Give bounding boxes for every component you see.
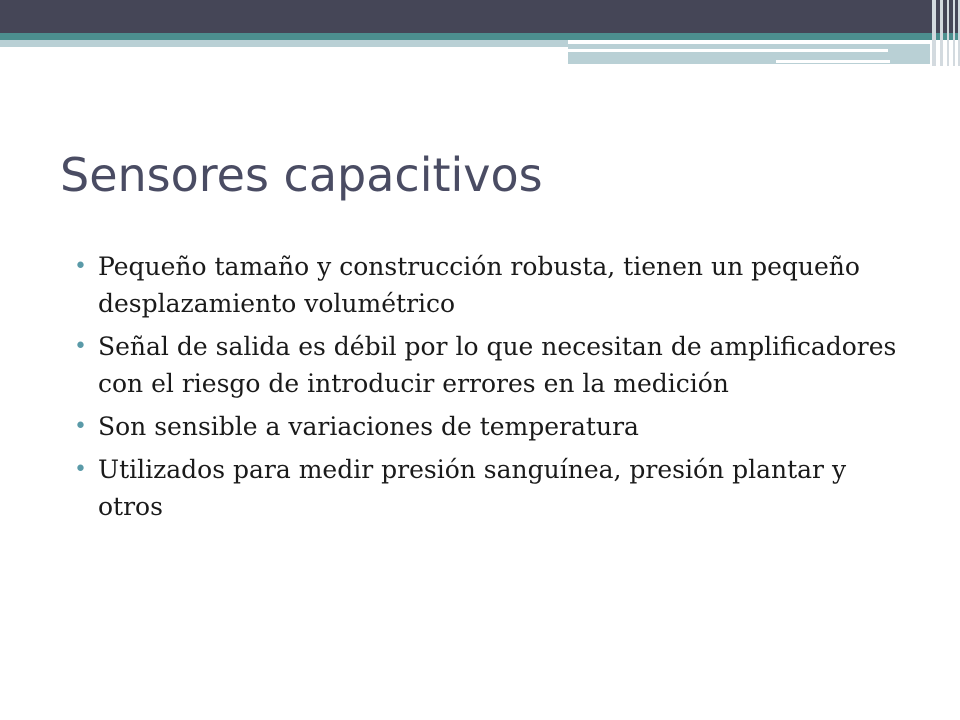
corner-stripe — [932, 0, 936, 66]
bullet-text: Pequeño tamaño y construcción robusta, tienen un pequeño desplazamiento volumétrico — [98, 252, 860, 318]
corner-stripe — [953, 0, 955, 66]
bullet-dot-icon: • — [74, 414, 87, 439]
bullet-text: Utilizados para medir presión sanguínea, presión plantar y otros — [98, 455, 847, 521]
bullet-item — [72, 248, 912, 322]
slide-title: Sensores capacitivos — [60, 148, 543, 202]
bullet-dot-icon: • — [74, 254, 87, 279]
header-accent-line — [568, 49, 888, 52]
corner-stripe — [940, 0, 943, 66]
corner-stripes — [924, 0, 960, 66]
corner-stripe — [947, 0, 949, 66]
bullet-item — [72, 451, 912, 525]
bullet-dot-icon: • — [74, 334, 87, 359]
bullet-list — [72, 248, 912, 531]
header-band-dark — [0, 0, 960, 33]
header-accent-line-short — [776, 60, 890, 63]
bullet-item — [72, 328, 912, 402]
header-band-light-left — [0, 40, 568, 47]
header-band-teal — [0, 33, 960, 40]
bullet-item — [72, 408, 912, 445]
bullet-dot-icon: • — [74, 457, 87, 482]
bullet-text: Señal de salida es débil por lo que necesitan de amplificadores con el riesgo de introducir errores en la medición — [98, 332, 897, 398]
bullet-text: Son sensible a variaciones de temperatura — [98, 412, 639, 441]
